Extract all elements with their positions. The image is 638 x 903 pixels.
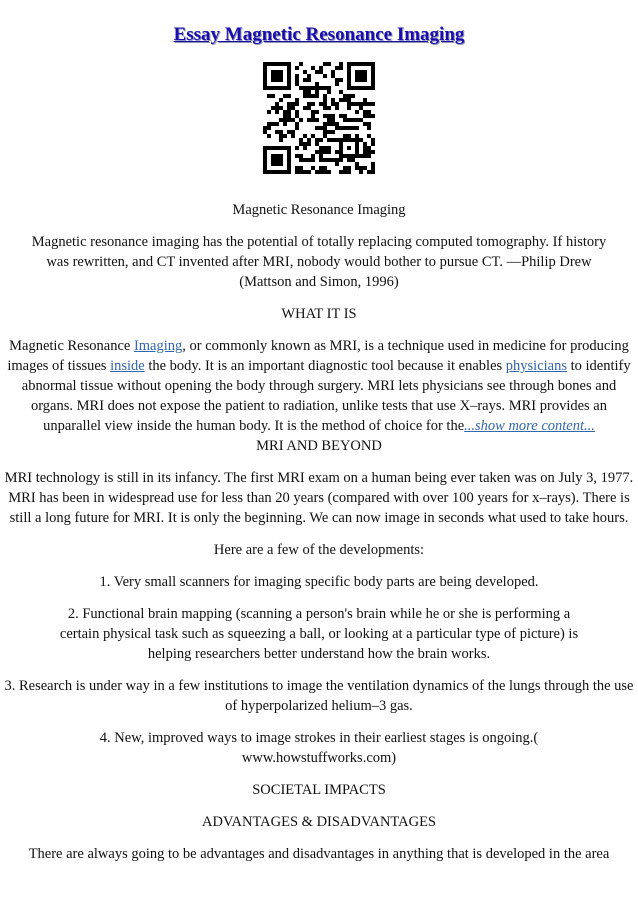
advantages-paragraph: There are always going to be advantages and disadvantages in anything that is developed in the area bbox=[28, 846, 610, 862]
intro-text-4: to identify abnormal tissue without opening the body through surgery. MRI lets physicians see through bones and organs. MRI does not expose the patient to radiation, unlike tests that use X–rays. MRI provides an unparallel view inside the human body. It is the method of choice for the bbox=[21, 358, 631, 434]
show-more-link[interactable]: ...show more content... bbox=[464, 418, 595, 434]
intro-text-3: the body. It is an important diagnostic tool because it enables bbox=[144, 358, 506, 374]
list-item: 3. Research is under way in a few institutions to image the ventilation dynamics of the lungs through the use of hyperpolarized helium–3 gas. bbox=[4, 678, 634, 714]
quote-paragraph: Magnetic resonance imaging has the potential of totally replacing computed tomography. If history was rewritten, and CT invented after MRI, nobody would bother to pursue CT. ―Philip Drew (Mattson and Simon, 1996) bbox=[31, 234, 607, 290]
qr-code-icon bbox=[263, 62, 375, 174]
section-societal-impacts: SOCIETAL IMPACTS bbox=[252, 782, 386, 798]
physicians-link[interactable]: physicians bbox=[505, 358, 567, 374]
intro-text-2: , or commonly known as MRI, is a technique used in medicine for producing images of tissues bbox=[7, 338, 629, 374]
section-heading: Magnetic Resonance Imaging bbox=[232, 202, 406, 218]
list-item: 4. New, improved ways to image strokes in their earliest stages is ongoing.( www.howstuffworks.com) bbox=[99, 730, 539, 766]
imaging-link[interactable]: Imaging bbox=[133, 338, 183, 354]
intro-paragraph bbox=[2, 336, 636, 436]
developments-intro: Here are a few of the developments: bbox=[213, 542, 425, 558]
inside-link[interactable]: inside bbox=[110, 358, 145, 374]
essay-title-link[interactable]: Essay Magnetic Resonance Imaging bbox=[173, 24, 465, 45]
document-body bbox=[0, 200, 638, 864]
section-advantages: ADVANTAGES & DISADVANTAGES bbox=[202, 814, 436, 830]
section-mri-and-beyond: MRI AND BEYOND bbox=[256, 438, 382, 454]
list-item: 2. Functional brain mapping (scanning a person's brain while he or she is performing a certain physical task such as squeezing a ball, or looking at a particular type of picture) is helping researchers better understand how the brain works. bbox=[59, 606, 579, 662]
section-what-it-is: WHAT IT IS bbox=[281, 306, 357, 322]
intro-text-1: Magnetic Resonance bbox=[9, 338, 134, 354]
technology-paragraph: MRI technology is still in its infancy. The first MRI exam on a human being ever taken was on July 3, 1977. MRI has been in widespread use for less than 20 years (compared with over 100 years for x–rays). There is still a long future for MRI. It is only the beginning. We can now image in seconds what used to take hours. bbox=[4, 470, 634, 526]
list-item: 1. Very small scanners for imaging specific body parts are being developed. bbox=[99, 574, 539, 590]
